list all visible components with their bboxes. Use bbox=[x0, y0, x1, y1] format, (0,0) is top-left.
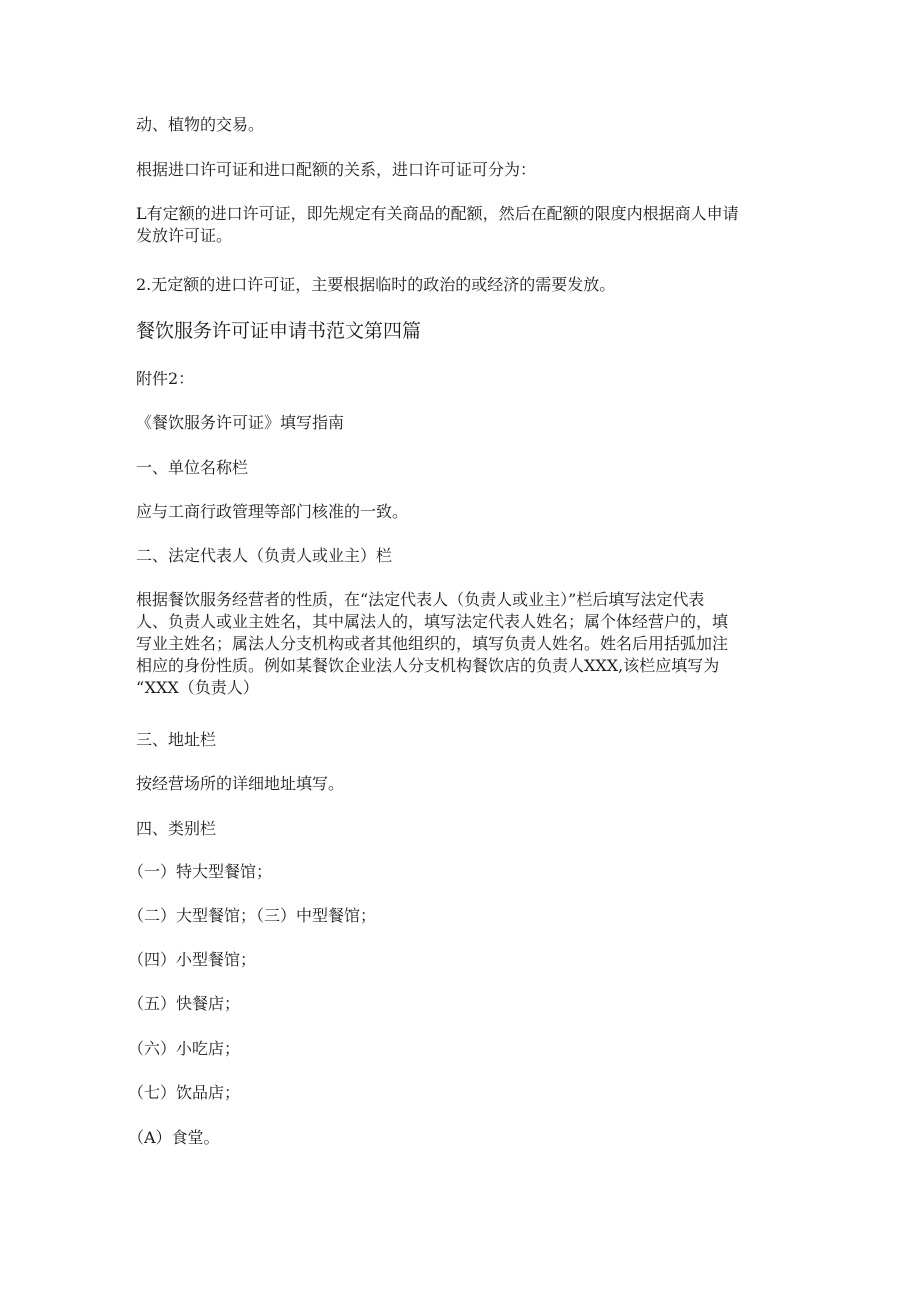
section-2-body-line-2: 人、负责人或业主姓名，其中属法人的，填写法定代表人姓名；属个体经营户的，填 bbox=[136, 612, 729, 631]
section-1-body: 应与工商行政管理等部门核准的一致。 bbox=[136, 502, 409, 521]
section-2-body bbox=[136, 589, 786, 699]
category-item: （五）快餐店； bbox=[128, 994, 241, 1013]
category-item: （四）小型餐馆； bbox=[128, 950, 257, 969]
section-2-body-line-3: 写业主姓名；属法人分支机构或者其他组织的，填写负责人姓名。姓名后用括弧加注 bbox=[136, 634, 729, 653]
section-2-body-line-4: 相应的身份性质。例如某餐饮企业法人分支机构餐饮店的负责人XXX,该栏应填写为 bbox=[136, 656, 720, 675]
section-2-body-line-5: “XXX（负责人） bbox=[136, 678, 259, 697]
item-2-paragraph: 2.无定额的进口许可证，主要根据临时的政治的或经济的需要发放。 bbox=[136, 275, 616, 294]
item-1-paragraph bbox=[136, 203, 786, 247]
category-item: （七）饮品店； bbox=[128, 1083, 241, 1102]
item-1-line-2: 发放许可证。 bbox=[136, 226, 233, 245]
section-title: 餐饮服务许可证申请书范文第四篇 bbox=[136, 320, 422, 342]
classification-lead: 根据进口许可证和进口配额的关系，进口许可证可分为： bbox=[136, 160, 537, 179]
intro-fragment: 动、植物的交易。 bbox=[136, 115, 265, 134]
item-1-line-1: L有定额的进口许可证，即先规定有关商品的配额，然后在配额的限度内根据商人申请 bbox=[136, 204, 739, 223]
section-2-title: 二、法定代表人（负责人或业主）栏 bbox=[136, 546, 393, 565]
section-3-title: 三、地址栏 bbox=[136, 730, 217, 749]
category-item: （A）食堂。 bbox=[128, 1128, 220, 1147]
category-item: （六）小吃店； bbox=[128, 1039, 241, 1058]
guide-title: 《餐饮服务许可证》填写指南 bbox=[136, 413, 345, 432]
section-4-title: 四、类别栏 bbox=[136, 819, 217, 838]
category-item: （一）特大型餐馆； bbox=[128, 862, 273, 881]
section-2-body-line-1: 根据餐饮服务经营者的性质，在“法定代表人（负责人或业主）”栏后填写法定代表 bbox=[136, 590, 705, 609]
section-3-body: 按经营场所的详细地址填写。 bbox=[136, 774, 345, 793]
section-1-title: 一、单位名称栏 bbox=[136, 458, 249, 477]
attachment-label: 附件2： bbox=[136, 369, 195, 388]
category-item: （二）大型餐馆；（三）中型餐馆； bbox=[128, 906, 377, 925]
